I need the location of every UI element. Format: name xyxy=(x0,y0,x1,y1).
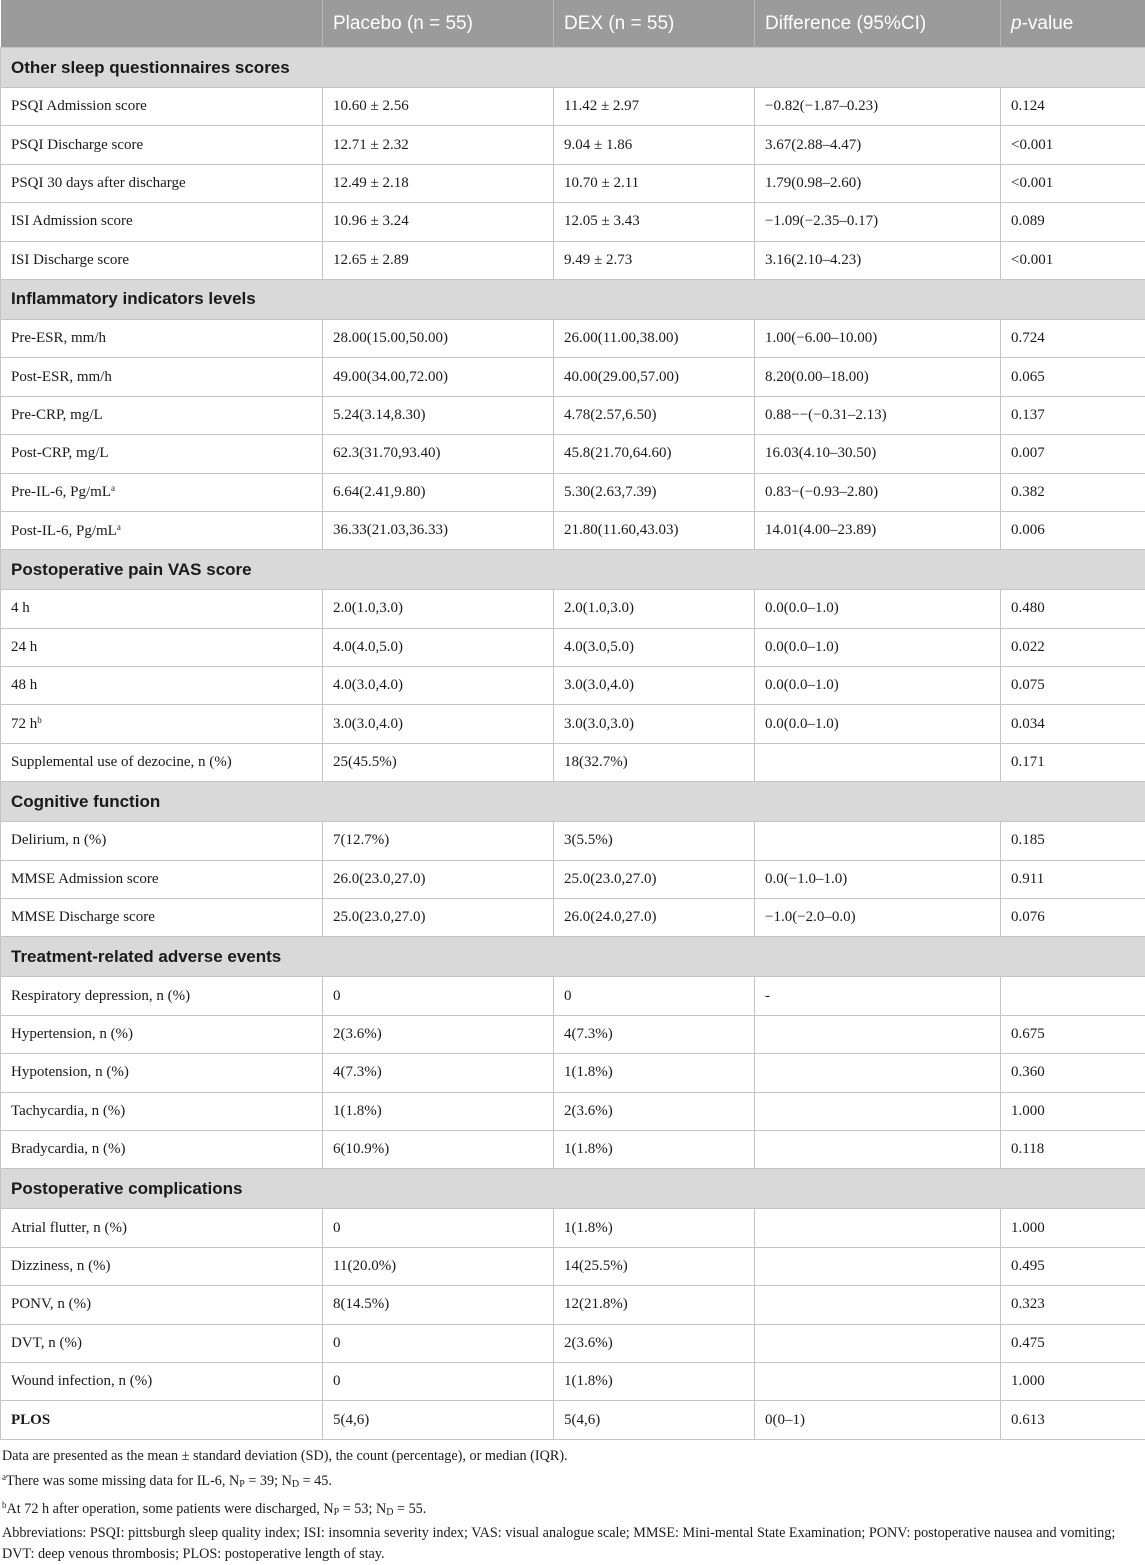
placebo-cell: 4(7.3%) xyxy=(323,1054,554,1092)
table-row xyxy=(1,164,1145,202)
difference-cell: −1.09(−2.35–0.17) xyxy=(755,203,1001,241)
dex-cell: 9.49 ± 2.73 xyxy=(554,241,755,279)
dex-cell: 4.78(2.57,6.50) xyxy=(554,396,755,434)
footnote-b-text: At 72 h after operation, some patients were discharged, N xyxy=(7,1501,334,1517)
placebo-cell: 8(14.5%) xyxy=(323,1286,554,1324)
difference-cell xyxy=(755,743,1001,781)
table-row xyxy=(1,1324,1145,1362)
section-header-row xyxy=(1,550,1145,590)
p-value-cell: 0.118 xyxy=(1001,1130,1145,1168)
section-header-row xyxy=(1,279,1145,319)
table-body xyxy=(1,48,1145,1440)
p-value-cell: 0.022 xyxy=(1001,628,1145,666)
footnote-marker: a xyxy=(117,522,121,532)
footnote-a-text-end: = 45. xyxy=(299,1473,332,1489)
row-label-cell xyxy=(1,126,323,164)
row-label-cell xyxy=(1,1054,323,1092)
row-label: Respiratory depression, n (%) xyxy=(11,988,190,1004)
difference-cell: 1.79(0.98–2.60) xyxy=(755,164,1001,202)
footnote-a-sub-d: D xyxy=(292,1479,299,1490)
placebo-cell: 12.65 ± 2.89 xyxy=(323,241,554,279)
section-title: Treatment-related adverse events xyxy=(1,937,1145,977)
p-suffix: -value xyxy=(1022,13,1074,34)
table-row xyxy=(1,358,1145,396)
difference-cell: 0.0(−1.0–1.0) xyxy=(755,860,1001,898)
p-value-cell: 0.137 xyxy=(1001,396,1145,434)
difference-cell: 1.00(−6.00–10.00) xyxy=(755,319,1001,357)
difference-cell xyxy=(755,1362,1001,1400)
row-label-cell xyxy=(1,358,323,396)
section-header-row xyxy=(1,1169,1145,1209)
table-row xyxy=(1,241,1145,279)
p-value-cell: 1.000 xyxy=(1001,1209,1145,1247)
p-value-cell: 0.075 xyxy=(1001,667,1145,705)
table-row xyxy=(1,590,1145,628)
placebo-cell: 36.33(21.03,36.33) xyxy=(323,511,554,549)
footnote-b xyxy=(2,1495,1143,1523)
dex-cell: 0 xyxy=(554,977,755,1015)
row-label-cell xyxy=(1,1015,323,1053)
dex-cell: 5.30(2.63,7.39) xyxy=(554,473,755,511)
footnote-a-sub-p: P xyxy=(239,1479,245,1490)
section-title: Postoperative complications xyxy=(1,1169,1145,1209)
p-value-cell xyxy=(1001,977,1145,1015)
placebo-cell: 2.0(1.0,3.0) xyxy=(323,590,554,628)
row-label: 48 h xyxy=(11,677,37,693)
row-label-cell xyxy=(1,822,323,860)
dex-cell: 14(25.5%) xyxy=(554,1247,755,1285)
table-row xyxy=(1,203,1145,241)
p-value-cell: 0.613 xyxy=(1001,1401,1145,1439)
header-difference: Difference (95%CI) xyxy=(755,0,1001,48)
footnote-marker: a xyxy=(111,483,115,493)
dex-cell: 2.0(1.0,3.0) xyxy=(554,590,755,628)
table-row xyxy=(1,1401,1145,1439)
placebo-cell: 6.64(2.41,9.80) xyxy=(323,473,554,511)
table-row xyxy=(1,667,1145,705)
footnote-a-text: There was some missing data for IL-6, N xyxy=(6,1473,239,1489)
difference-cell xyxy=(755,822,1001,860)
dex-cell: 18(32.7%) xyxy=(554,743,755,781)
p-value-cell: 0.034 xyxy=(1001,705,1145,743)
difference-cell xyxy=(755,1324,1001,1362)
row-label: Post-IL-6, Pg/mL xyxy=(11,523,117,539)
difference-cell xyxy=(755,1130,1001,1168)
row-label-cell xyxy=(1,88,323,126)
p-value-cell: 0.360 xyxy=(1001,1054,1145,1092)
table-row xyxy=(1,88,1145,126)
dex-cell: 10.70 ± 2.11 xyxy=(554,164,755,202)
footnote-b-marker: b xyxy=(2,1500,7,1510)
row-label: PSQI 30 days after discharge xyxy=(11,175,186,191)
difference-cell: 0(0–1) xyxy=(755,1401,1001,1439)
row-label-cell xyxy=(1,1362,323,1400)
placebo-cell: 0 xyxy=(323,1324,554,1362)
placebo-cell: 25(45.5%) xyxy=(323,743,554,781)
placebo-cell: 62.3(31.70,93.40) xyxy=(323,435,554,473)
row-label: PONV, n (%) xyxy=(11,1296,91,1312)
p-value-cell: 0.076 xyxy=(1001,899,1145,937)
placebo-cell: 1(1.8%) xyxy=(323,1092,554,1130)
table-header xyxy=(1,0,1145,48)
difference-cell: 0.83−(−0.93–2.80) xyxy=(755,473,1001,511)
dex-cell: 12(21.8%) xyxy=(554,1286,755,1324)
row-label-cell xyxy=(1,1286,323,1324)
table-row xyxy=(1,126,1145,164)
row-label-cell xyxy=(1,667,323,705)
table-row xyxy=(1,860,1145,898)
p-value-cell: 0.911 xyxy=(1001,860,1145,898)
section-title: Other sleep questionnaires scores xyxy=(1,48,1145,88)
dex-cell: 21.80(11.60,43.03) xyxy=(554,511,755,549)
dex-cell: 1(1.8%) xyxy=(554,1362,755,1400)
section-title: Cognitive function xyxy=(1,782,1145,822)
table-row xyxy=(1,977,1145,1015)
difference-cell: 8.20(0.00–18.00) xyxy=(755,358,1001,396)
placebo-cell: 12.49 ± 2.18 xyxy=(323,164,554,202)
row-label: Tachycardia, n (%) xyxy=(11,1103,125,1119)
dex-cell: 9.04 ± 1.86 xyxy=(554,126,755,164)
p-value-cell: 0.171 xyxy=(1001,743,1145,781)
dex-cell: 1(1.8%) xyxy=(554,1209,755,1247)
p-italic: p xyxy=(1011,13,1022,34)
p-value-cell: 0.480 xyxy=(1001,590,1145,628)
difference-cell xyxy=(755,1015,1001,1053)
row-label-cell xyxy=(1,435,323,473)
p-value-cell: 0.675 xyxy=(1001,1015,1145,1053)
dex-cell: 3(5.5%) xyxy=(554,822,755,860)
table-row xyxy=(1,899,1145,937)
difference-cell: 0.0(0.0–1.0) xyxy=(755,667,1001,705)
row-label: MMSE Admission score xyxy=(11,871,159,887)
difference-cell: 0.0(0.0–1.0) xyxy=(755,705,1001,743)
row-label: Post-ESR, mm/h xyxy=(11,369,112,385)
difference-cell xyxy=(755,1286,1001,1324)
row-label: ISI Admission score xyxy=(11,213,133,229)
row-label: Pre-IL-6, Pg/mL xyxy=(11,484,111,500)
dex-cell: 45.8(21.70,64.60) xyxy=(554,435,755,473)
footnote-b-sub-d: D xyxy=(386,1507,393,1518)
placebo-cell: 2(3.6%) xyxy=(323,1015,554,1053)
row-label-cell xyxy=(1,396,323,434)
row-label-cell xyxy=(1,899,323,937)
table-row xyxy=(1,1362,1145,1400)
dex-cell: 1(1.8%) xyxy=(554,1130,755,1168)
header-label-column xyxy=(1,0,323,48)
header-row xyxy=(1,0,1145,48)
section-header-row xyxy=(1,937,1145,977)
difference-cell xyxy=(755,1247,1001,1285)
placebo-cell: 0 xyxy=(323,1209,554,1247)
dex-cell: 2(3.6%) xyxy=(554,1092,755,1130)
p-value-cell: 0.124 xyxy=(1001,88,1145,126)
row-label-cell xyxy=(1,473,323,511)
row-label-cell xyxy=(1,860,323,898)
row-label: Pre-CRP, mg/L xyxy=(11,407,103,423)
row-label-cell xyxy=(1,628,323,666)
footnote-marker: b xyxy=(37,715,42,725)
p-value-cell: 0.724 xyxy=(1001,319,1145,357)
table-row xyxy=(1,822,1145,860)
table-row xyxy=(1,1015,1145,1053)
p-value-cell: 0.065 xyxy=(1001,358,1145,396)
p-value-cell: <0.001 xyxy=(1001,241,1145,279)
row-label: ISI Discharge score xyxy=(11,252,129,268)
dex-cell: 4(7.3%) xyxy=(554,1015,755,1053)
difference-cell: −1.0(−2.0–0.0) xyxy=(755,899,1001,937)
difference-cell: 14.01(4.00–23.89) xyxy=(755,511,1001,549)
difference-cell: 3.16(2.10–4.23) xyxy=(755,241,1001,279)
table-row xyxy=(1,396,1145,434)
dex-cell: 1(1.8%) xyxy=(554,1054,755,1092)
row-label-cell xyxy=(1,1209,323,1247)
table-row xyxy=(1,1092,1145,1130)
placebo-cell: 26.0(23.0,27.0) xyxy=(323,860,554,898)
placebo-cell: 49.00(34.00,72.00) xyxy=(323,358,554,396)
row-label-cell xyxy=(1,1247,323,1285)
table-footnotes xyxy=(0,1440,1145,1565)
table-row xyxy=(1,1247,1145,1285)
difference-cell xyxy=(755,1209,1001,1247)
row-label: Dizziness, n (%) xyxy=(11,1258,111,1274)
row-label-cell xyxy=(1,1324,323,1362)
placebo-cell: 28.00(15.00,50.00) xyxy=(323,319,554,357)
row-label: Wound infection, n (%) xyxy=(11,1373,152,1389)
footnote-a xyxy=(2,1467,1143,1495)
footnote-a-marker: a xyxy=(2,1472,6,1482)
table-row xyxy=(1,473,1145,511)
difference-cell: - xyxy=(755,977,1001,1015)
table-row xyxy=(1,1130,1145,1168)
row-label: Pre-ESR, mm/h xyxy=(11,330,106,346)
row-label-cell xyxy=(1,1401,323,1439)
row-label-cell xyxy=(1,319,323,357)
section-title: Postoperative pain VAS score xyxy=(1,550,1145,590)
row-label: PLOS xyxy=(11,1412,50,1428)
placebo-cell: 25.0(23.0,27.0) xyxy=(323,899,554,937)
row-label: PSQI Discharge score xyxy=(11,137,143,153)
footnote-data-presentation: Data are presented as the mean ± standard deviation (SD), the count (percentage), or median (IQR). xyxy=(2,1446,1143,1467)
dex-cell: 26.0(24.0,27.0) xyxy=(554,899,755,937)
dex-cell: 11.42 ± 2.97 xyxy=(554,88,755,126)
table-row xyxy=(1,319,1145,357)
row-label-cell xyxy=(1,977,323,1015)
row-label: Hypertension, n (%) xyxy=(11,1026,133,1042)
difference-cell: 0.0(0.0–1.0) xyxy=(755,628,1001,666)
difference-cell: 16.03(4.10–30.50) xyxy=(755,435,1001,473)
placebo-cell: 10.60 ± 2.56 xyxy=(323,88,554,126)
header-dex: DEX (n = 55) xyxy=(554,0,755,48)
placebo-cell: 0 xyxy=(323,977,554,1015)
row-label: Supplemental use of dezocine, n (%) xyxy=(11,754,232,770)
p-value-cell: 0.382 xyxy=(1001,473,1145,511)
row-label-cell xyxy=(1,743,323,781)
row-label: DVT, n (%) xyxy=(11,1335,82,1351)
difference-cell: −0.82(−1.87–0.23) xyxy=(755,88,1001,126)
dex-cell: 40.00(29.00,57.00) xyxy=(554,358,755,396)
placebo-cell: 10.96 ± 3.24 xyxy=(323,203,554,241)
row-label-cell xyxy=(1,203,323,241)
dex-cell: 3.0(3.0,3.0) xyxy=(554,705,755,743)
difference-cell: 3.67(2.88–4.47) xyxy=(755,126,1001,164)
dex-cell: 2(3.6%) xyxy=(554,1324,755,1362)
table-row xyxy=(1,628,1145,666)
row-label: 4 h xyxy=(11,600,30,616)
p-value-cell: 0.185 xyxy=(1001,822,1145,860)
header-placebo: Placebo (n = 55) xyxy=(323,0,554,48)
row-label: PSQI Admission score xyxy=(11,98,147,114)
p-value-cell: 0.006 xyxy=(1001,511,1145,549)
table-row xyxy=(1,1054,1145,1092)
p-value-cell: <0.001 xyxy=(1001,126,1145,164)
dex-cell: 5(4,6) xyxy=(554,1401,755,1439)
row-label-cell xyxy=(1,164,323,202)
section-header-row xyxy=(1,782,1145,822)
dex-cell: 26.00(11.00,38.00) xyxy=(554,319,755,357)
footnote-b-text-mid: = 53; N xyxy=(339,1501,386,1517)
row-label-cell xyxy=(1,1130,323,1168)
row-label: Delirium, n (%) xyxy=(11,832,106,848)
footnote-b-text-end: = 55. xyxy=(393,1501,426,1517)
placebo-cell: 3.0(3.0,4.0) xyxy=(323,705,554,743)
p-value-cell: 1.000 xyxy=(1001,1092,1145,1130)
table-row xyxy=(1,511,1145,549)
placebo-cell: 0 xyxy=(323,1362,554,1400)
row-label: Atrial flutter, n (%) xyxy=(11,1220,127,1236)
difference-cell: 0.88−−(−0.31–2.13) xyxy=(755,396,1001,434)
row-label-cell xyxy=(1,511,323,549)
dex-cell: 12.05 ± 3.43 xyxy=(554,203,755,241)
table-row xyxy=(1,1286,1145,1324)
p-value-cell: 0.495 xyxy=(1001,1247,1145,1285)
table-row xyxy=(1,743,1145,781)
row-label: MMSE Discharge score xyxy=(11,909,155,925)
placebo-cell: 7(12.7%) xyxy=(323,822,554,860)
dex-cell: 4.0(3.0,5.0) xyxy=(554,628,755,666)
row-label-cell xyxy=(1,705,323,743)
table-row xyxy=(1,1209,1145,1247)
dex-cell: 25.0(23.0,27.0) xyxy=(554,860,755,898)
footnote-b-sub-p: P xyxy=(334,1507,340,1518)
placebo-cell: 4.0(4.0,5.0) xyxy=(323,628,554,666)
row-label-cell xyxy=(1,241,323,279)
row-label-cell xyxy=(1,590,323,628)
table-row xyxy=(1,705,1145,743)
difference-cell xyxy=(755,1092,1001,1130)
difference-cell xyxy=(755,1054,1001,1092)
placebo-cell: 6(10.9%) xyxy=(323,1130,554,1168)
placebo-cell: 5(4,6) xyxy=(323,1401,554,1439)
placebo-cell: 4.0(3.0,4.0) xyxy=(323,667,554,705)
row-label: Bradycardia, n (%) xyxy=(11,1141,126,1157)
dex-cell: 3.0(3.0,4.0) xyxy=(554,667,755,705)
row-label: 24 h xyxy=(11,639,37,655)
p-value-cell: 0.323 xyxy=(1001,1286,1145,1324)
p-value-cell: 0.007 xyxy=(1001,435,1145,473)
header-p-value xyxy=(1001,0,1145,48)
footnote-a-text-mid: = 39; N xyxy=(245,1473,292,1489)
p-value-cell: 0.475 xyxy=(1001,1324,1145,1362)
footnote-abbreviations: Abbreviations: PSQI: pittsburgh sleep quality index; ISI: insomnia severity index; VAS: visual analogue scale; MMSE: Mini-mental State Examination; PONV: postoperative nausea and vomiting; DVT: deep venous thrombosis; PLOS: postoperative length of stay. xyxy=(2,1523,1143,1565)
row-label-cell xyxy=(1,1092,323,1130)
row-label: 72 h xyxy=(11,716,37,732)
difference-cell: 0.0(0.0–1.0) xyxy=(755,590,1001,628)
section-title: Inflammatory indicators levels xyxy=(1,279,1145,319)
row-label: Post-CRP, mg/L xyxy=(11,445,109,461)
section-header-row xyxy=(1,48,1145,88)
row-label: Hypotension, n (%) xyxy=(11,1064,129,1080)
p-value-cell: <0.001 xyxy=(1001,164,1145,202)
placebo-cell: 5.24(3.14,8.30) xyxy=(323,396,554,434)
p-value-cell: 1.000 xyxy=(1001,1362,1145,1400)
table-row xyxy=(1,435,1145,473)
placebo-cell: 12.71 ± 2.32 xyxy=(323,126,554,164)
p-value-cell: 0.089 xyxy=(1001,203,1145,241)
placebo-cell: 11(20.0%) xyxy=(323,1247,554,1285)
